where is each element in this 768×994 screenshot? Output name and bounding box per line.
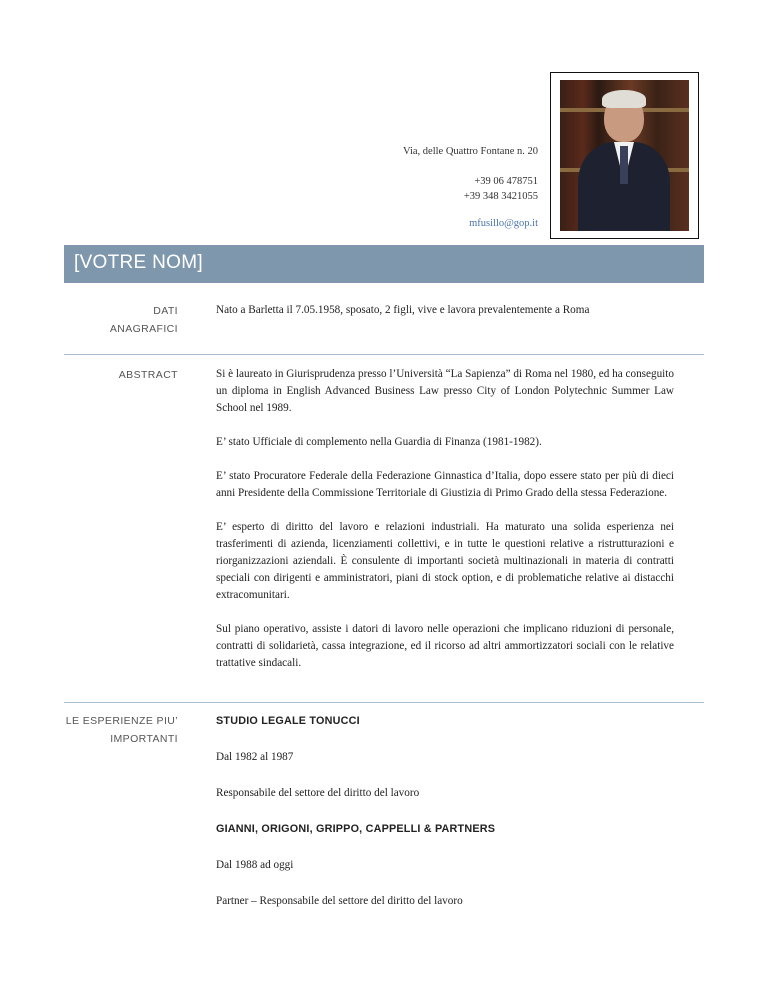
phone-2: +39 348 3421055	[463, 191, 538, 202]
section-divider	[64, 354, 704, 355]
person-name: [VOTRE NOM]	[74, 252, 203, 273]
section-content-experience	[216, 712, 674, 928]
experience-item	[216, 712, 674, 803]
abstract-paragraph: E’ stato Procuratore Federale della Federazione Ginnastica d’Italia, dopo essere stato per più di dieci anni Presidente della Commissione Territoriale di Giustizia di Primo Grado della stessa Federazione.	[216, 470, 674, 499]
section-label-abstract: ABSTRACT	[118, 369, 178, 381]
experience-firm: STUDIO LEGALE TONUCCI	[216, 715, 360, 727]
label-line: ANAGRAFICI	[109, 323, 178, 335]
name-banner	[64, 245, 704, 283]
email-link[interactable]: mfusillo@gop.it	[469, 218, 538, 229]
section-content-dati	[216, 302, 674, 336]
photo-hair	[602, 90, 646, 108]
abstract-paragraph: E’ esperto di diritto del lavoro e relazioni industriali. Ha maturato una solida esperienza nei trasferimenti di azienda, licenziamenti collettivi, e in tutte le questioni relative a ristrutturazioni e riorganizzazioni aziendali. È consulente di importanti società multinazionali in materia di contratti speciali con dirigenti e amministratori, piani di stock option, e di problematiche relative ai distacchi extracomunitari.	[216, 521, 674, 601]
experience-firm: GIANNI, ORIGONI, GRIPPO, CAPPELLI & PARTNERS	[216, 823, 496, 835]
section-divider	[64, 702, 704, 703]
experience-period: Dal 1988 ad oggi	[216, 859, 294, 871]
experience-role: Partner – Responsabile del settore del diritto del lavoro	[216, 895, 463, 907]
section-label-experience	[64, 712, 178, 748]
profile-photo	[560, 80, 689, 231]
experience-role: Responsabile del settore del diritto del lavoro	[216, 787, 420, 799]
label-line: DATI	[153, 305, 178, 317]
label-line: LE ESPERIENZE PIU’	[65, 715, 178, 727]
section-content-abstract	[216, 366, 674, 689]
abstract-paragraph: E’ stato Ufficiale di complemento nella Guardia di Finanza (1981-1982).	[216, 436, 542, 448]
contact-block	[403, 144, 538, 231]
section-label-dati	[64, 302, 178, 338]
abstract-paragraph: Sul piano operativo, assiste i datori di lavoro nelle operazioni che implicano riduzioni di personale, contratti di solidarietà, cassa integrazione, ed il ricorso ad altri ammortizzatori sociali con le relative trattative sindacali.	[216, 623, 674, 669]
experience-item	[216, 820, 674, 911]
label-line: IMPORTANTI	[110, 733, 178, 745]
dati-text: Nato a Barletta il 7.05.1958, sposato, 2 figli, vive e lavora prevalentemente a Roma	[216, 304, 590, 316]
profile-photo-frame	[550, 72, 699, 239]
address: Via, delle Quattro Fontane n. 20	[403, 146, 538, 157]
photo-tie	[620, 146, 628, 184]
phone-1: +39 06 478751	[474, 176, 538, 187]
abstract-paragraph: Si è laureato in Giurisprudenza presso l’Università “La Sapienza” di Roma nel 1980, ed ha conseguito un diploma in English Advanced Business Law presso City of London Polytechnic Summer Law School nel 1989.	[216, 368, 674, 414]
experience-period: Dal 1982 al 1987	[216, 751, 294, 763]
